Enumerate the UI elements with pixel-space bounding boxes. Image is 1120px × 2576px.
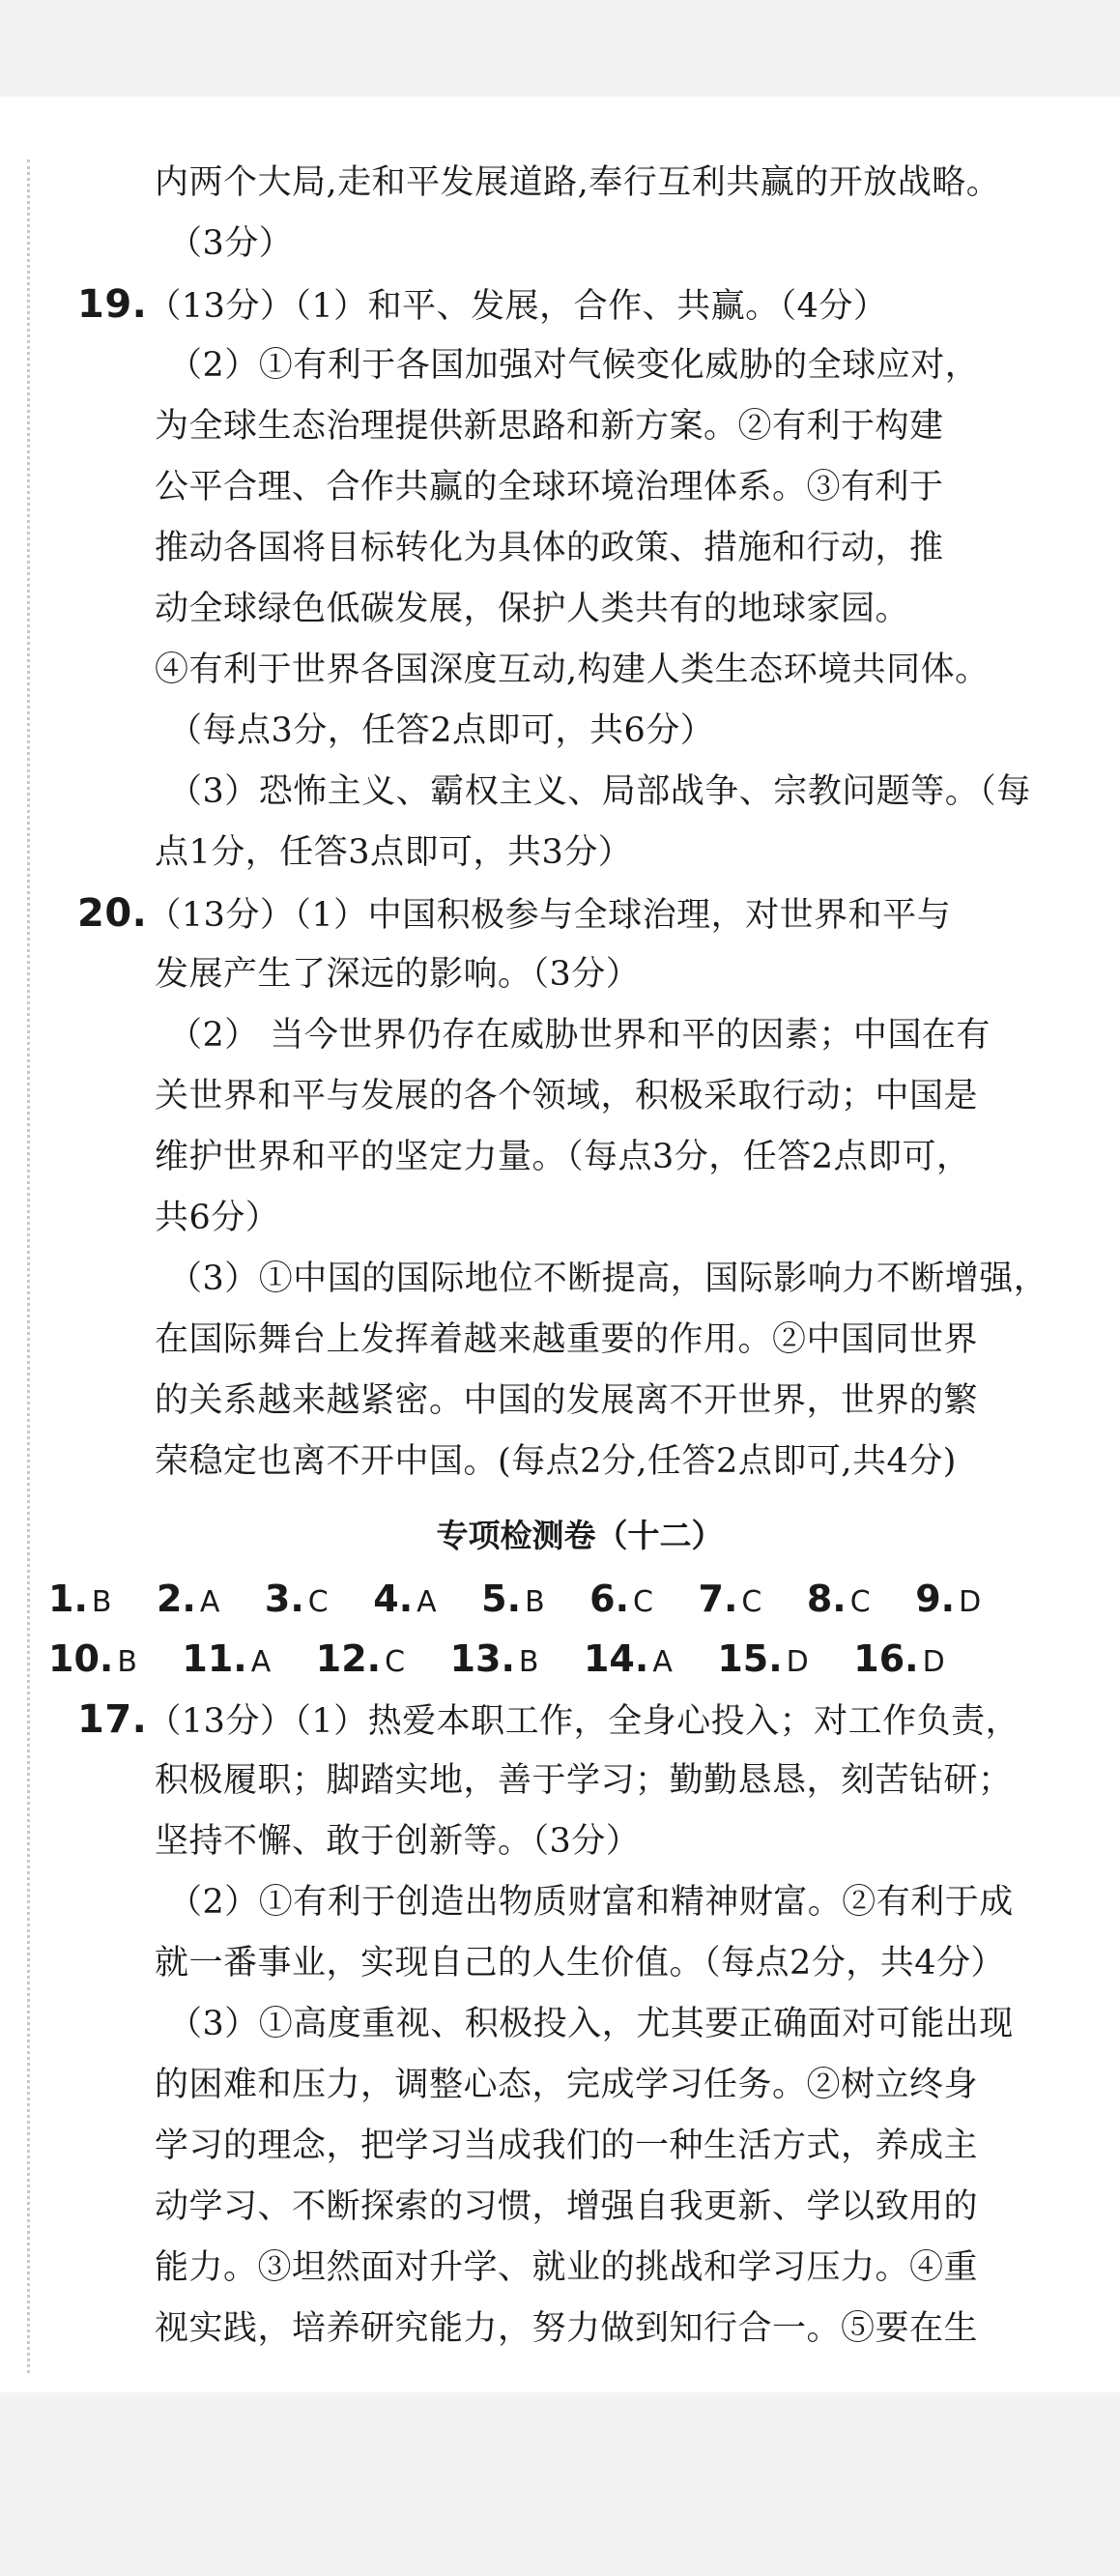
mc-answer (450, 1631, 539, 1691)
q17-line: 就一番事业，实现自己的人生价值。（每点2分，共4分） (155, 1944, 1006, 1983)
mc-answer (699, 1571, 762, 1631)
mc-answer (853, 1631, 944, 1691)
mc-choice: B (518, 1645, 539, 1679)
q17-line: （3）①高度重视、积极投入，尤其要正确面对可能出现 (168, 2005, 1014, 2043)
mc-number: 8. (806, 1577, 847, 1620)
mc-number: 13. (449, 1637, 515, 1680)
q20-line: 荣稳定也离不开中国。(每点2分,任答2点即可,共4分) (155, 1442, 957, 1481)
q19-line: 点1分，任答3点即可，共3分） (155, 833, 633, 872)
mc-answer (182, 1631, 271, 1691)
binding-margin-rule (27, 159, 30, 2373)
mc-number: 12. (315, 1637, 382, 1680)
q17-line: （13分）（1）热爱本职工作，全身心投入；对工作负责， (147, 1702, 1020, 1741)
mc-answer (915, 1571, 981, 1631)
mc-answer (373, 1571, 436, 1631)
q19-line: （13分）（1）和平、发展，合作、共赢。（4分） (147, 287, 888, 326)
mc-number: 1. (48, 1577, 88, 1620)
q20-line: （3）①中国的国际地位不断提高，国际影响力不断增强， (168, 1259, 1048, 1298)
q20-line: 在国际舞台上发挥着越来越重要的作用。②中国同世界 (155, 1320, 979, 1359)
mc-choice: C (741, 1585, 762, 1619)
q19-line: （每点3分，任答2点即可，共6分） (168, 711, 715, 750)
q17-line: 动学习、不断探索的习惯，增强自我更新、学以致用的 (155, 2187, 979, 2226)
mc-choice: C (633, 1585, 653, 1619)
q17-line: 能力。③坦然面对升学、就业的挑战和学习压力。④重 (155, 2248, 979, 2287)
q20-line: 的关系越来越紧密。中国的发展离不开世界，世界的繁 (155, 1381, 979, 1420)
mc-choice: B (525, 1585, 545, 1619)
q19-line: 推动各国将目标转化为具体的政策、措施和行动，推 (155, 529, 944, 567)
mc-number: 2. (156, 1577, 196, 1620)
mc-number: 15. (717, 1637, 783, 1680)
mc-choice: D (959, 1585, 982, 1619)
mc-answer (807, 1571, 871, 1631)
mc-number: 6. (589, 1577, 630, 1620)
q17-number: 17. (77, 1697, 148, 1742)
q18-tail-score: （3分） (168, 224, 294, 263)
mc-choice: B (91, 1585, 112, 1619)
mc-answer (48, 1631, 137, 1691)
q17-line: 坚持不懈、敢于创新等。（3分） (155, 1822, 641, 1861)
mc-choice: A (199, 1585, 220, 1619)
mc-answers-row-1 (48, 1571, 1016, 1631)
mc-answer (265, 1571, 329, 1631)
q17-line: （2）①有利于创造出物质财富和精神财富。②有利于成 (168, 1883, 1014, 1922)
q20-line: 发展产生了深远的影响。（3分） (155, 955, 641, 994)
section-title: 专项检测卷（十二） (436, 1517, 724, 1554)
q19-line: （2）①有利于各国加强对气候变化威胁的全球应对， (168, 346, 980, 385)
mc-choice: A (416, 1585, 437, 1619)
mc-number: 16. (853, 1637, 919, 1680)
q17-line: 视实践，培养研究能力，努力做到知行合一。⑤要在生 (155, 2309, 979, 2348)
q20-first-line (77, 885, 951, 941)
mc-choice: D (786, 1645, 809, 1679)
bottom-margin-band (0, 2392, 1120, 2576)
q19-first-line (77, 276, 887, 333)
mc-choice: B (117, 1645, 137, 1679)
mc-answer (481, 1571, 544, 1631)
mc-number: 3. (264, 1577, 304, 1620)
mc-number: 4. (373, 1577, 414, 1620)
q20-line: （2） 当今世界仍存在威胁世界和平的因素；中国在有 (168, 1016, 991, 1055)
q20-number: 20. (77, 891, 148, 936)
mc-choice: A (250, 1645, 272, 1679)
q19-line: （3）恐怖主义、霸权主义、局部战争、宗教问题等。（每 (168, 772, 1031, 811)
q19-line: 动全球绿色低碳发展，保护人类共有的地球家园。 (155, 590, 910, 628)
mc-number: 5. (481, 1577, 522, 1620)
q17-line: 的困难和压力，调整心态，完成学习任务。②树立终身 (155, 2066, 979, 2104)
mc-number: 11. (182, 1637, 247, 1680)
mc-answers-row-2 (48, 1631, 980, 1691)
top-margin-band (0, 0, 1120, 97)
q19-number: 19. (77, 282, 148, 327)
q20-line: （13分）（1）中国积极参与全球治理，对世界和平与 (147, 896, 952, 935)
q19-line: 为全球生态治理提供新思路和新方案。②有利于构建 (155, 407, 944, 446)
mc-number: 7. (698, 1577, 738, 1620)
q20-line: 关世界和平与发展的各个领域，积极采取行动；中国是 (155, 1077, 979, 1115)
mc-answer (157, 1571, 219, 1631)
mc-answer (584, 1631, 673, 1691)
mc-answer (316, 1631, 405, 1691)
q19-line: ④有利于世界各国深度互动,构建人类生态环境共同体。 (155, 651, 990, 689)
mc-choice: C (385, 1645, 406, 1679)
mc-number: 10. (48, 1637, 114, 1680)
mc-choice: A (652, 1645, 673, 1679)
mc-answer (717, 1631, 808, 1691)
mc-answer (589, 1571, 653, 1631)
q20-line: 共6分） (155, 1199, 280, 1237)
q17-line: 学习的理念，把学习当成我们的一种生活方式，养成主 (155, 2127, 979, 2165)
mc-number: 14. (583, 1637, 649, 1680)
q20-line: 维护世界和平的坚定力量。（每点3分，任答2点即可， (155, 1138, 971, 1176)
q18-tail-line: 内两个大局,走和平发展道路,奉行互利共赢的开放战略。 (155, 163, 1001, 202)
mc-choice: C (849, 1585, 871, 1619)
mc-number: 9. (915, 1577, 956, 1620)
q17-first-line (77, 1692, 1019, 1748)
mc-choice: C (307, 1585, 329, 1619)
mc-answer (48, 1571, 111, 1631)
q17-line: 积极履职；脚踏实地，善于学习；勤勤恳恳，刻苦钻研； (155, 1761, 1013, 1800)
mc-choice: D (922, 1645, 945, 1679)
q19-line: 公平合理、合作共赢的全球环境治理体系。③有利于 (155, 468, 944, 507)
